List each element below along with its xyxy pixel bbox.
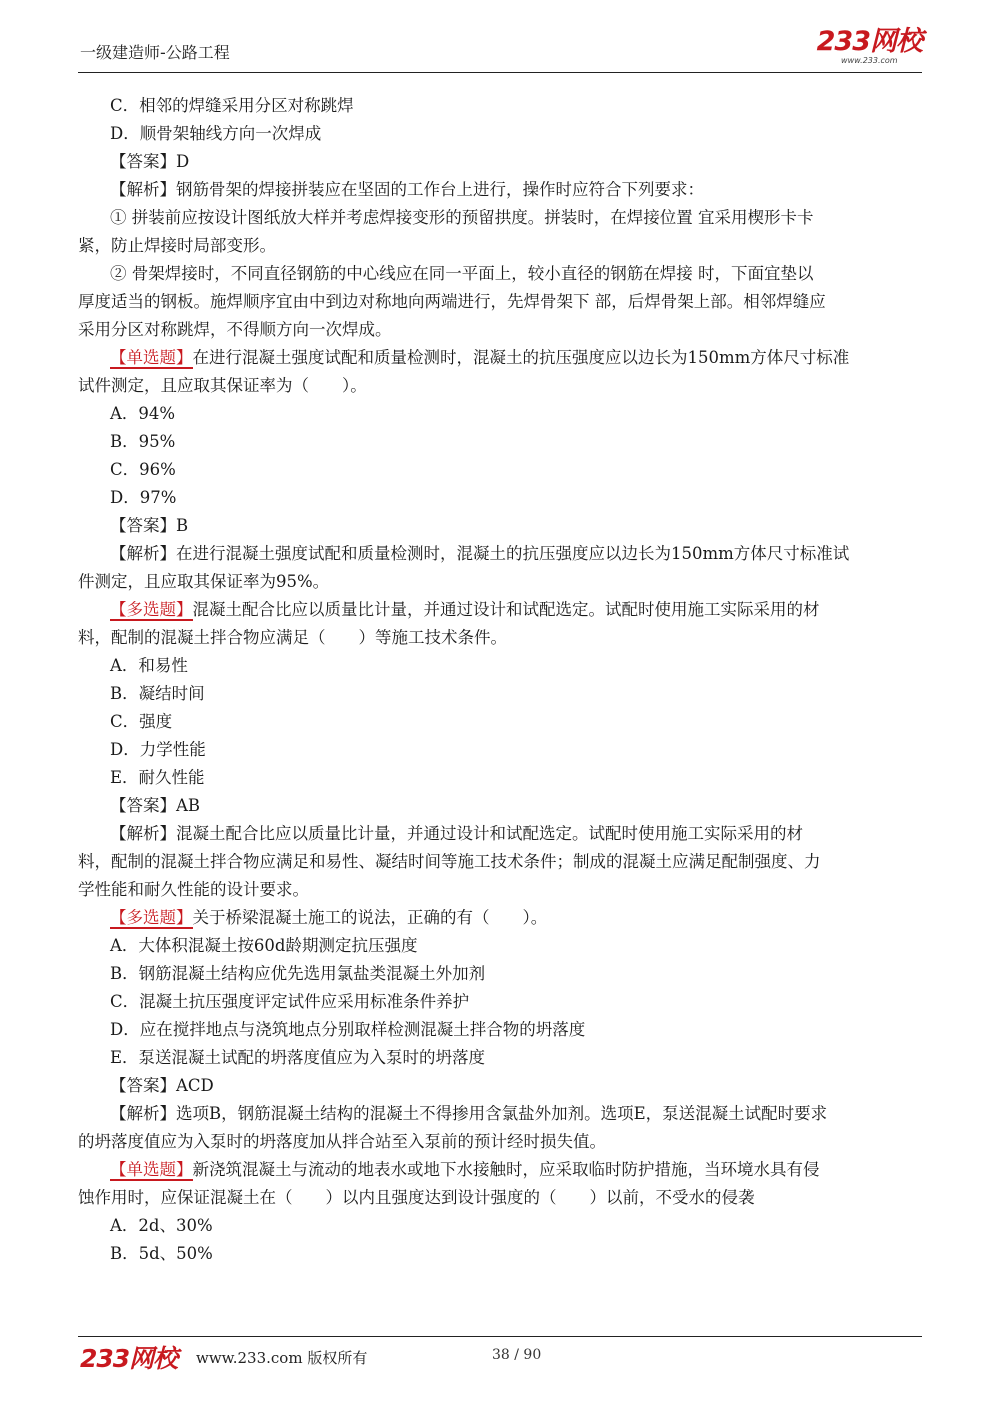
line-text: C．相邻的焊缝采用分区对称跳焊 bbox=[110, 96, 354, 115]
text-line bbox=[78, 260, 922, 288]
text-line bbox=[78, 988, 922, 1016]
line-text: A．2d、30% bbox=[110, 1216, 213, 1235]
text-line bbox=[78, 736, 922, 764]
line-text: D．力学性能 bbox=[110, 740, 206, 759]
header-title: 一级建造师-公路工程 bbox=[80, 43, 230, 62]
question-type-tag: 【单选题】 bbox=[110, 348, 193, 367]
line-text: 【答案】D bbox=[110, 152, 190, 171]
question-type-tag: 【单选题】 bbox=[110, 1160, 193, 1179]
text-line bbox=[78, 372, 922, 400]
text-line bbox=[78, 652, 922, 680]
page-footer bbox=[78, 1336, 922, 1377]
line-text: C．96% bbox=[110, 460, 176, 479]
line-text: B．凝结时间 bbox=[110, 684, 205, 703]
line-text: 在进行混凝土强度试配和质量检测时，混凝土的抗压强度应以边长为150mm方体尺寸标准 bbox=[192, 348, 850, 367]
text-line bbox=[78, 92, 922, 120]
line-text: 【解析】钢筋骨架的焊接拼装应在坚固的工作台上进行，操作时应符合下列要求： bbox=[110, 180, 704, 199]
text-line bbox=[78, 1184, 922, 1212]
text-line bbox=[78, 288, 922, 316]
line-text: 料，配制的混凝土拌合物应满足和易性、凝结时间等施工技术条件；制成的混凝土应满足配制强度、力 bbox=[78, 852, 821, 871]
line-text: 【解析】混凝土配合比应以质量比计量，并通过设计和试配选定。试配时使用施工实际采用的材 bbox=[110, 824, 803, 843]
line-text: 【答案】ACD bbox=[110, 1076, 214, 1095]
line-text: B．5d、50% bbox=[110, 1244, 213, 1263]
footer-logo: 233网校 bbox=[80, 1344, 178, 1373]
line-text: A．和易性 bbox=[110, 656, 188, 675]
line-text: C．混凝土抗压强度评定试件应采用标准条件养护 bbox=[110, 992, 470, 1011]
text-line bbox=[78, 316, 922, 344]
text-line bbox=[78, 456, 922, 484]
text-line bbox=[78, 1072, 922, 1100]
text-line bbox=[78, 792, 922, 820]
text-line bbox=[78, 904, 922, 932]
text-line bbox=[78, 1044, 922, 1072]
text-line bbox=[78, 764, 922, 792]
text-line bbox=[78, 932, 922, 960]
line-text: 新浇筑混凝土与流动的地表水或地下水接触时，应采取临时防护措施，当环境水具有侵 bbox=[192, 1160, 820, 1179]
text-line bbox=[78, 876, 922, 904]
question-type-tag: 【多选题】 bbox=[110, 600, 193, 619]
line-text: 蚀作用时，应保证混凝土在（ ）以内且强度达到设计强度的（ ）以前，不受水的侵袭 bbox=[78, 1188, 755, 1207]
brand-logo bbox=[817, 28, 922, 65]
question-type-tag: 【多选题】 bbox=[110, 908, 193, 927]
text-line bbox=[78, 512, 922, 540]
text-line bbox=[78, 120, 922, 148]
text-line bbox=[78, 204, 922, 232]
text-line bbox=[78, 624, 922, 652]
line-text: 学性能和耐久性能的设计要求。 bbox=[78, 880, 309, 899]
footer-copyright: www.233.com 版权所有 bbox=[196, 1349, 368, 1367]
line-text: D．应在搅拌地点与浇筑地点分别取样检测混凝土拌合物的坍落度 bbox=[110, 1020, 586, 1039]
line-text: 试件测定，且应取其保证率为（ ）。 bbox=[78, 376, 367, 395]
line-text: 采用分区对称跳焊，不得顺方向一次焊成。 bbox=[78, 320, 392, 339]
text-line bbox=[78, 708, 922, 736]
line-text: E．耐久性能 bbox=[110, 768, 205, 787]
line-text: 紧，防止焊接时局部变形。 bbox=[78, 236, 276, 255]
line-text: 关于桥梁混凝土施工的说法，正确的有（ ）。 bbox=[192, 908, 548, 927]
line-text: ① 拼装前应按设计图纸放大样并考虑焊接变形的预留拱度。拼装时，在焊接位置 宜采用楔形卡卡 bbox=[110, 208, 814, 227]
line-text: D．顺骨架轴线方向一次焊成 bbox=[110, 124, 322, 143]
line-text: A．大体积混凝土按60d龄期测定抗压强度 bbox=[110, 936, 418, 955]
line-text: 【答案】AB bbox=[110, 796, 201, 815]
text-line bbox=[78, 400, 922, 428]
text-line bbox=[78, 568, 922, 596]
text-line bbox=[78, 176, 922, 204]
line-text: 【解析】在进行混凝土强度试配和质量检测时，混凝土的抗压强度应以边长为150mm方体尺寸标准试 bbox=[110, 544, 850, 563]
line-text: 【答案】B bbox=[110, 516, 189, 535]
text-line bbox=[78, 680, 922, 708]
line-text: 厚度适当的钢板。施焊顺序宜由中到边对称地向两端进行，先焊骨架下 部，后焊骨架上部。相邻焊缝应 bbox=[78, 292, 826, 311]
line-text: B．钢筋混凝土结构应优先选用氯盐类混凝土外加剂 bbox=[110, 964, 486, 983]
text-line bbox=[78, 960, 922, 988]
line-text: 件测定，且应取其保证率为95%。 bbox=[78, 572, 330, 591]
line-text: 的坍落度值应为入泵时的坍落度加从拌合站至入泵前的预计经时损失值。 bbox=[78, 1132, 606, 1151]
logo-text: 233网校 bbox=[816, 26, 922, 57]
text-line bbox=[78, 428, 922, 456]
text-line bbox=[78, 820, 922, 848]
document-body bbox=[78, 92, 922, 1268]
line-text: E．泵送混凝土试配的坍落度值应为入泵时的坍落度 bbox=[110, 1048, 486, 1067]
page-number: 38 / 90 bbox=[492, 1347, 542, 1363]
page-header bbox=[78, 26, 922, 73]
text-line bbox=[78, 148, 922, 176]
text-line bbox=[78, 1016, 922, 1044]
line-text: C．强度 bbox=[110, 712, 173, 731]
text-line bbox=[78, 596, 922, 624]
logo-url: www.233.com bbox=[841, 56, 898, 65]
text-line bbox=[78, 1100, 922, 1128]
text-line bbox=[78, 1128, 922, 1156]
text-line bbox=[78, 848, 922, 876]
line-text: A．94% bbox=[110, 404, 176, 423]
line-text: 料，配制的混凝土拌合物应满足（ ）等施工技术条件。 bbox=[78, 628, 507, 647]
line-text: 混凝土配合比应以质量比计量，并通过设计和试配选定。试配时使用施工实际采用的材 bbox=[192, 600, 820, 619]
text-line bbox=[78, 1212, 922, 1240]
text-line bbox=[78, 1156, 922, 1184]
text-line bbox=[78, 484, 922, 512]
text-line bbox=[78, 232, 922, 260]
text-line bbox=[78, 344, 922, 372]
line-text: D．97% bbox=[110, 488, 177, 507]
text-line bbox=[78, 1240, 922, 1268]
text-line bbox=[78, 540, 922, 568]
line-text: 【解析】选项B，钢筋混凝土结构的混凝土不得掺用含氯盐外加剂。选项E，泵送混凝土试配时要求 bbox=[110, 1104, 828, 1123]
line-text: ② 骨架焊接时，不同直径钢筋的中心线应在同一平面上，较小直径的钢筋在焊接 时，下面宜垫以 bbox=[110, 264, 814, 283]
line-text: B．95% bbox=[110, 432, 176, 451]
